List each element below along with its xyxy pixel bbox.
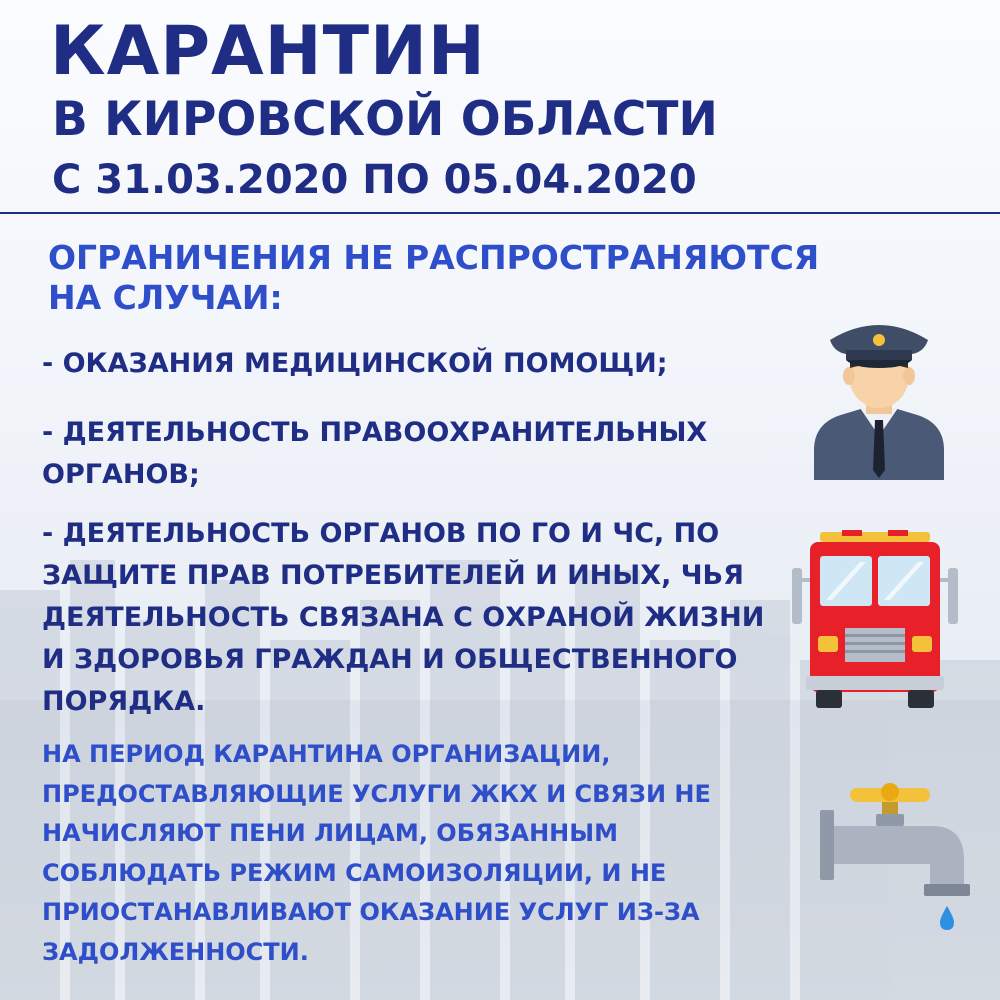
page-title: КАРАНТИН bbox=[50, 12, 486, 91]
restriction-item-medical: - ОКАЗАНИЯ МЕДИЦИНСКОЙ ПОМОЩИ; bbox=[42, 348, 668, 379]
restrictions-heading: ОГРАНИЧЕНИЯ НЕ РАСПРОСТРАНЯЮТСЯ НА СЛУЧАИ: bbox=[48, 238, 820, 317]
police-officer-icon bbox=[808, 310, 950, 480]
header-divider bbox=[0, 212, 1000, 214]
utilities-note: НА ПЕРИОД КАРАНТИНА ОРГАНИЗАЦИИ, ПРЕДОСТАВЛЯЮЩИЕ УСЛУГИ ЖКХ И СВЯЗИ НЕ НАЧИСЛЯЮТ ПЕНИ ЛИЦАМ, ОБЯЗАННЫМ СОБЛЮДАТЬ РЕЖИМ САМОИЗОЛЯЦИИ, И НЕ ПРИОСТАНАВЛИВАЮТ ОКАЗАНИЕ УСЛУГ ИЗ-ЗА ЗАДОЛЖЕННОСТИ. bbox=[42, 740, 711, 966]
page-title-region: В КИРОВСКОЙ ОБЛАСТИ bbox=[52, 92, 718, 147]
restriction-item-law-enforcement: - ДЕЯТЕЛЬНОСТЬ ПРАВООХРАНИТЕЛЬНЫХ ОРГАНОВ; bbox=[42, 417, 708, 490]
fire-truck-icon bbox=[790, 530, 960, 710]
water-faucet-icon bbox=[820, 770, 970, 930]
restriction-item-emergency: - ДЕЯТЕЛЬНОСТЬ ОРГАНОВ ПО ГО И ЧС, ПО ЗАЩИТЕ ПРАВ ПОТРЕБИТЕЛЕЙ И ИНЫХ, ЧЬЯ ДЕЯТЕЛЬНОСТЬ СВЯЗАНА С ОХРАНОЙ ЖИЗНИ И ЗДОРОВЬЯ ГРАЖДАН И ОБЩЕСТВЕННОГО ПОРЯДКА. bbox=[42, 518, 765, 717]
date-range: С 31.03.2020 ПО 05.04.2020 bbox=[52, 157, 697, 203]
